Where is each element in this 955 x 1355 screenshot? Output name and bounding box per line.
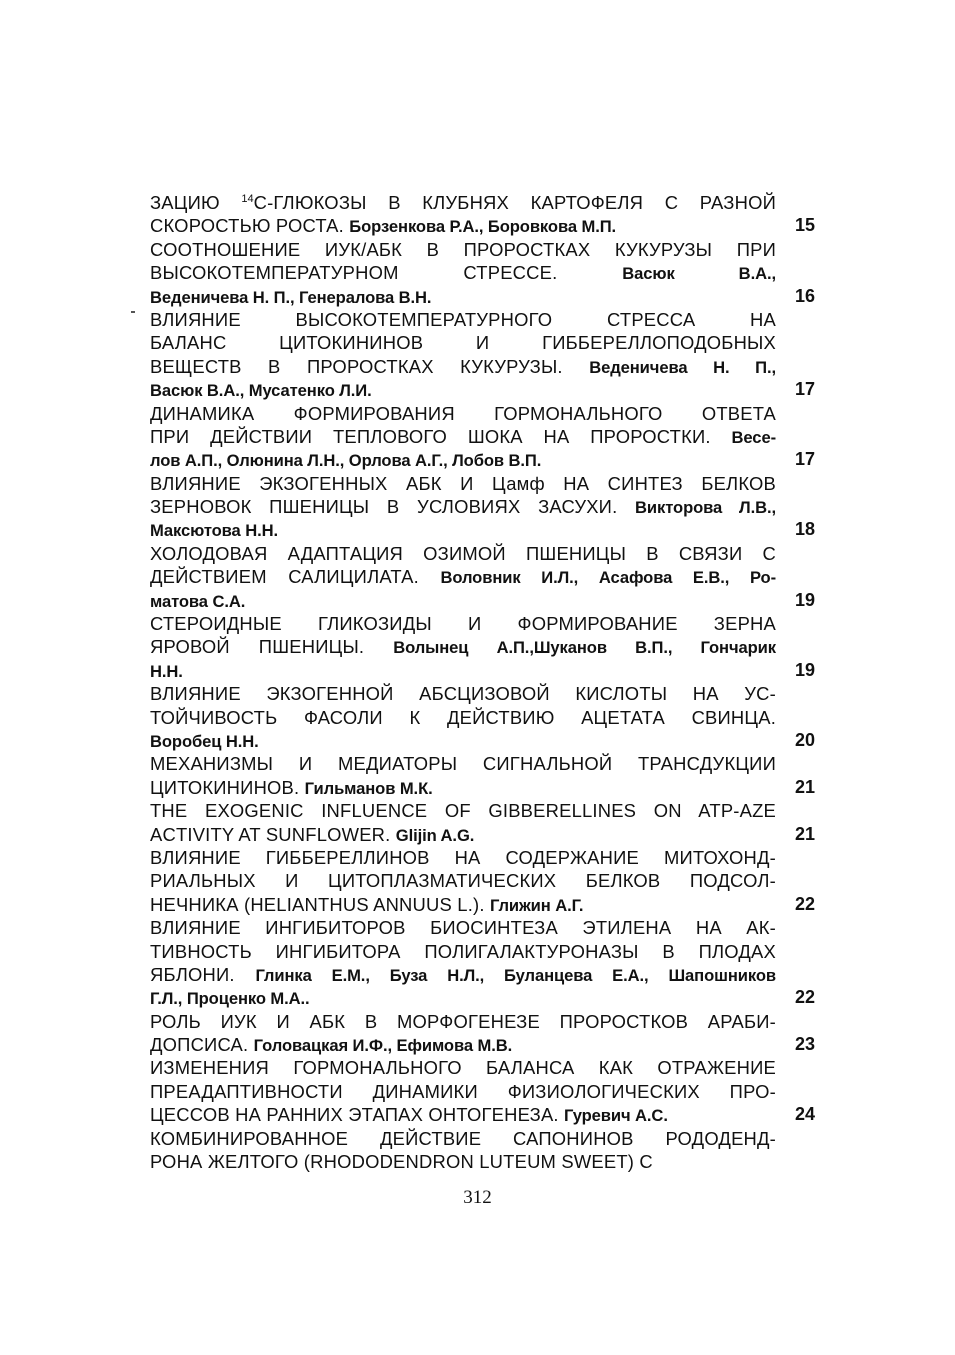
toc-entry: [150, 1010, 815, 1057]
entry-page-number: 17: [794, 379, 815, 400]
toc-entry-line: [150, 308, 776, 331]
toc-entry: [150, 191, 815, 238]
toc-entry: [150, 682, 815, 752]
toc-entry-line: [150, 846, 776, 869]
entry-title: КОМБИНИРОВАННОЕ ДЕЙСТВИЕ САПОНИНОВ РОДОДЕНД-: [150, 1127, 776, 1149]
toc-entry-line: [150, 823, 776, 846]
scan-speck: [131, 311, 135, 313]
toc-entry-line: [150, 191, 776, 214]
entry-page-number: 17: [794, 449, 815, 470]
entry-page-number: 16: [794, 285, 815, 306]
entry-page-number: 22: [794, 893, 815, 914]
toc-entry-line: [150, 589, 776, 612]
entry-authors: Г.Л., Проценко М.А..: [150, 989, 310, 1009]
entry-title: ТИВНОСТЬ ИНГИБИТОРА ПОЛИГАЛАКТУРОНАЗЫ В ПЛОДАХ: [150, 940, 776, 962]
entry-title: ВЕЩЕСТВ В ПРОРОСТКАХ КУКУРУЗЫ.: [150, 355, 590, 377]
toc-entry-line: [150, 495, 776, 518]
entry-authors: Глинка Е.М., Буза Н.Л., Буланцева Е.А., Шапошников: [255, 965, 776, 985]
entry-title: ACTIVITY AT SUNFLOWER.: [150, 823, 396, 845]
entry-title: ЯРОВОЙ ПШЕНИЦЫ.: [150, 636, 394, 658]
toc-entry: [150, 752, 815, 799]
toc-entry-line: [150, 612, 776, 635]
entry-authors: Glijin A.G.: [395, 825, 475, 845]
entry-page-number: 21: [794, 776, 815, 797]
entry-authors: Воробец Н.Н.: [150, 731, 259, 751]
entry-title: ВЛИЯНИЕ ИНГИБИТОРОВ БИОСИНТЕЗА ЭТИЛЕНА НА АК-: [150, 917, 776, 939]
toc-entry-line: [150, 448, 776, 471]
entry-title: ДИНАМИКА ФОРМИРОВАНИЯ ГОРМОНАЛЬНОГО ОТВЕТА: [150, 402, 776, 424]
entry-page-number: 15: [794, 215, 815, 236]
toc-entry: [150, 799, 815, 846]
toc-entry-line: [150, 752, 776, 775]
entry-authors: Глижин А.Г.: [489, 895, 584, 915]
toc-entry-line: [150, 238, 776, 261]
entry-page-number: 20: [794, 730, 815, 750]
entry-authors: Воловник И.Л., Асафова Е.В., Ро-: [440, 568, 776, 588]
toc-entry: [150, 308, 815, 402]
entry-title: БАЛАНС ЦИТОКИНИНОВ И ГИББЕРЕЛЛОПОДОБНЫХ: [150, 332, 776, 354]
entry-title: РИАЛЬНЫХ И ЦИТОПЛАЗМАТИЧЕСКИХ БЕЛКОВ ПОДСОЛ-: [150, 870, 776, 892]
toc-entry: [150, 846, 815, 916]
entry-authors: Веденичева Н. П.,: [589, 357, 776, 377]
entry-title: СТЕРОИДНЫЕ ГЛИКОЗИДЫ И ФОРМИРОВАНИЕ ЗЕРНА: [150, 613, 776, 635]
toc-entry-line: [150, 1150, 776, 1173]
entry-authors: Гуревич А.С.: [564, 1106, 668, 1126]
toc-entry: [150, 1127, 815, 1174]
entry-authors: Викторова Л.В.,: [635, 498, 776, 518]
entry-authors: Васюк В.А., Мусатенко Л.И.: [150, 381, 372, 401]
toc-entry-line: [150, 425, 776, 448]
toc-entry-line: [150, 1033, 776, 1056]
entry-page-number: 22: [794, 987, 815, 1008]
toc-entry-line: [150, 1127, 776, 1150]
entry-title: ЦЕССОВ НА РАННИХ ЭТАПАХ ОНТОГЕНЕЗА.: [150, 1104, 565, 1126]
entry-authors: Веденичева Н. П., Генералова В.Н.: [150, 287, 432, 307]
entry-page-number: 18: [794, 519, 815, 540]
entry-title: THE EXOGENIC INFLUENCE OF GIBBERELLINES ON ATP-AZE: [150, 800, 776, 822]
entry-title: ЗЕРНОВОК ПШЕНИЦЫ В УСЛОВИЯХ ЗАСУХИ.: [150, 496, 636, 518]
entry-title: РОЛЬ ИУК И АБК В МОРФОГЕНЕЗЕ ПРОРОСТКОВ АРАБИ-: [150, 1010, 776, 1032]
toc-entry-line: [150, 659, 776, 682]
entry-title: ВЛИЯНИЕ ЭКЗОГЕННОЙ АБСЦИЗОВОЙ КИСЛОТЫ НА УС-: [150, 683, 776, 705]
toc-entry-line: [150, 635, 776, 658]
toc-entry-line: [150, 355, 776, 378]
page-number: 312: [463, 1187, 492, 1208]
entry-title: РОНА ЖЕЛТОГО (RHODODENDRON LUTEUM SWEET) С: [150, 1151, 653, 1173]
toc-entry-line: [150, 963, 776, 986]
entry-title: ВЫСОКОТЕМПЕРАТУРНОМ СТРЕССЕ.: [150, 262, 623, 284]
toc-entry: [150, 916, 815, 1010]
table-of-contents: [150, 191, 815, 1173]
toc-entry: [150, 472, 815, 542]
toc-entry: [150, 612, 815, 682]
entry-title: НЕЧНИКА (HELIANTHUS ANNUUS L.).: [150, 893, 490, 915]
toc-entry-line: [150, 1080, 776, 1103]
entry-title: ПРИ ДЕЙСТВИИ ТЕПЛОВОГО ШОКА НА ПРОРОСТКИ.: [150, 425, 732, 447]
toc-entry-line: [150, 706, 776, 729]
toc-entry-line: [150, 916, 776, 939]
toc-entry-line: [150, 402, 776, 425]
entry-authors: матова С.А.: [150, 591, 246, 611]
toc-entry-line: [150, 682, 776, 705]
entry-title: МЕХАНИЗМЫ И МЕДИАТОРЫ СИГНАЛЬНОЙ ТРАНСДУКЦИИ: [150, 753, 776, 775]
entry-page-number: 21: [794, 823, 815, 844]
toc-entry-line: [150, 472, 776, 495]
toc-entry-line: [150, 776, 776, 799]
toc-entry-line: [150, 285, 776, 308]
entry-title: ВЛИЯНИЕ ГИББЕРЕЛЛИНОВ НА СОДЕРЖАНИЕ МИТОХОНД-: [150, 846, 776, 868]
toc-entry-line: [150, 729, 776, 752]
entry-authors: Васюк В.А.,: [622, 264, 776, 284]
entry-authors: Волынец А.П.,Шуканов В.П., Гончарик: [393, 638, 776, 658]
entry-authors: лов А.П., Олюнина Л.Н., Орлова А.Г., Лобов В.П.: [150, 451, 542, 471]
entry-page-number: 19: [794, 659, 815, 680]
entry-authors: Максютова Н.Н.: [150, 521, 278, 541]
entry-title: ЦИТОКИНИНОВ.: [150, 776, 305, 798]
toc-entry-line: [150, 1010, 776, 1033]
entry-title: ПРЕАДАПТИВНОСТИ ДИНАМИКИ ФИЗИОЛОГИЧЕСКИХ ПРО-: [150, 1080, 776, 1102]
entry-title: ТОЙЧИВОСТЬ ФАСОЛИ К ДЕЙСТВИЮ АЦЕТАТА СВИНЦА.: [150, 706, 776, 728]
entry-authors: Гильманов М.К.: [304, 778, 433, 798]
toc-entry-line: [150, 261, 776, 284]
toc-entry-line: [150, 331, 776, 354]
entry-page-number: 24: [794, 1104, 815, 1125]
toc-entry-line: [150, 869, 776, 892]
entry-title: СКОРОСТЬЮ РОСТА.: [150, 215, 350, 237]
toc-entry-line: [150, 893, 776, 916]
entry-title: ДЕЙСТВИЕМ САЛИЦИЛАТА.: [150, 566, 441, 588]
entry-title: С-ГЛЮКОЗЫ В КЛУБНЯХ КАРТОФЕЛЯ С РАЗНОЙ: [253, 192, 776, 213]
toc-entry: [150, 402, 815, 472]
entry-authors: Головацкая И.Ф., Ефимова М.В.: [253, 1036, 513, 1056]
toc-entry-line: [150, 214, 776, 237]
entry-title: ЗАЦИЮ: [150, 192, 242, 213]
toc-entry-line: [150, 565, 776, 588]
entry-authors: Н.Н.: [150, 661, 183, 681]
toc-entry-line: [150, 378, 776, 401]
toc-entry-line: [150, 518, 776, 541]
entry-title: ВЛИЯНИЕ ЭКЗОГЕННЫХ АБК И Цамф НА СИНТЕЗ БЕЛКОВ: [150, 472, 776, 494]
entry-title: ВЛИЯНИЕ ВЫСОКОТЕМПЕРАТУРНОГО СТРЕССА НА: [150, 308, 776, 330]
toc-entry: [150, 1056, 815, 1126]
toc-entry: [150, 238, 815, 308]
toc-entry-line: [150, 1103, 776, 1126]
entry-authors: Борзенкова Р.А., Боровкова М.П.: [349, 217, 617, 237]
toc-entry-line: [150, 940, 776, 963]
entry-page-number: 19: [794, 589, 815, 610]
entry-title: СООТНОШЕНИЕ ИУК/АБК В ПРОРОСТКАХ КУКУРУЗЫ ПРИ: [150, 238, 776, 260]
entry-title: ДОПСИСА.: [150, 1034, 254, 1056]
toc-entry: [150, 542, 815, 612]
entry-title: ХОЛОДОВАЯ АДАПТАЦИЯ ОЗИМОЙ ПШЕНИЦЫ В СВЯЗИ С: [150, 542, 776, 564]
superscript: 14: [241, 193, 254, 205]
entry-title: ИЗМЕНЕНИЯ ГОРМОНАЛЬНОГО БАЛАНСА КАК ОТРАЖЕНИЕ: [150, 1057, 776, 1079]
toc-entry-line: [150, 542, 776, 565]
entry-title: ЯБЛОНИ.: [150, 963, 256, 985]
entry-authors: Весе-: [731, 427, 776, 447]
entry-page-number: 23: [794, 1034, 815, 1055]
toc-entry-line: [150, 986, 776, 1009]
toc-entry-line: [150, 1056, 776, 1079]
toc-entry-line: [150, 799, 776, 822]
